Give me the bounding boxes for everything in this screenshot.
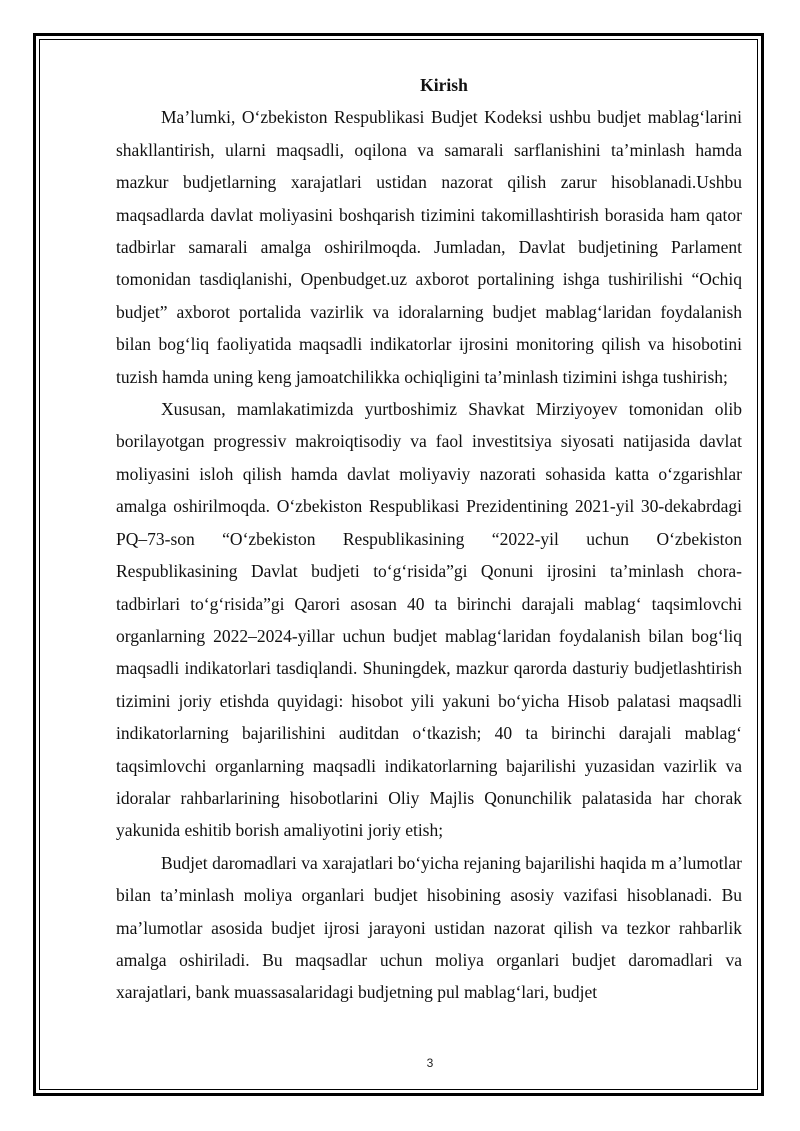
paragraph: Budjet daromadlari va xarajatlari bo‘yicha rejaning bajarilishi haqida m a’lumotlar bilan ta’minlash moliya organlari budjet hisobining asosiy vazifasi hisoblanadi. Bu ma’lumotlar asosida budjet ijrosi jarayoni ustidan nazorat qilish va tezkor rahbarlik amalga oshiriladi. Bu maqsadlar uchun moliya organlari budjet daromadlari va xarajatlari, bank muassasalaridagi budjetning pul mablag‘lari, budjet: [116, 852, 742, 1003]
paragraph: Ma’lumki, O‘zbekiston Respublikasi Budjet Kodeksi ushbu budjet mablag‘larini shakllantirish, ularni maqsadli, oqilona va samarali sarflanishini ta’minlash hamda mazkur budjetlarning xarajatlari ustidan nazorat qilish zarur hisoblanadi.Ushbu maqsadlarda davlat moliyasini boshqarish tizimini takomillashtirish borasida ham qator tadbirlar samarali amalga oshirilmoqda. Jumladan, Davlat budjetining Parlament tomonidan tasdiqlanishi, Openbudget.uz axborot portalining ishga tushirilishi “Ochiq budjet” axborot portalida vazirlik va idoralarning budjet mablag‘laridan foydalanish bilan bog‘liq faoliyatida maqsadli indikatorlar ijrosini monitoring qilish va hisobotini tuzish hamda uning keng jamoatchilikka ochiqligini ta’minlash tizimini ishga tushirish;: [116, 107, 742, 387]
paragraph: Xususan, mamlakatimizda yurtboshimiz Shavkat Mirziyoyev tomonidan olib borilayotgan progressiv makroiqtisodiy va faol investitsiya siyosati natijasida davlat moliyasini isloh qilish hamda davlat moliyaviy nazorati sohasida katta o‘zgarishlar amalga oshirilmoqda. O‘zbekiston Respublikasi Prezidentining 2021-yil 30-dekabrdagi PQ–73-son “O‘zbekiston Respublikasining “2022-yil uchun O‘zbekiston Respublikasining Davlat budjeti to‘g‘risida”gi Qonuni ijrosini ta’minlash chora-tadbirlari to‘g‘risida”gi Qarori asosan 40 ta birinchi darajali mablag‘ taqsimlovchi organlarning 2022–2024-yillar uchun budjet mablag‘laridan foydalanish bilan bog‘liq maqsadli indikatorlari tasdiqlandi. Shuningdek, mazkur qarorda dasturiy budjetlashtirish tizimini joriy etishda quyidagi: hisobot yili yakuni bo‘yicha Hisob palatasi maqsadli indikatorlarning bajarilishini auditdan o‘tkazish; 40 ta birinchi darajali mablag‘ taqsimlovchi organlarning maqsadli indikatorlarning bajarilishi yuzasidan vazirlik va idoralar rahbarlarining hisobotlarini Oliy Majlis Qonunchilik palatasida har chorak yakunida eshitib borish amaliyotini joriy etish;: [116, 399, 742, 841]
document-body: [116, 69, 742, 1009]
section-title: Kirish: [420, 75, 468, 95]
page-number: 3: [426, 1056, 434, 1070]
